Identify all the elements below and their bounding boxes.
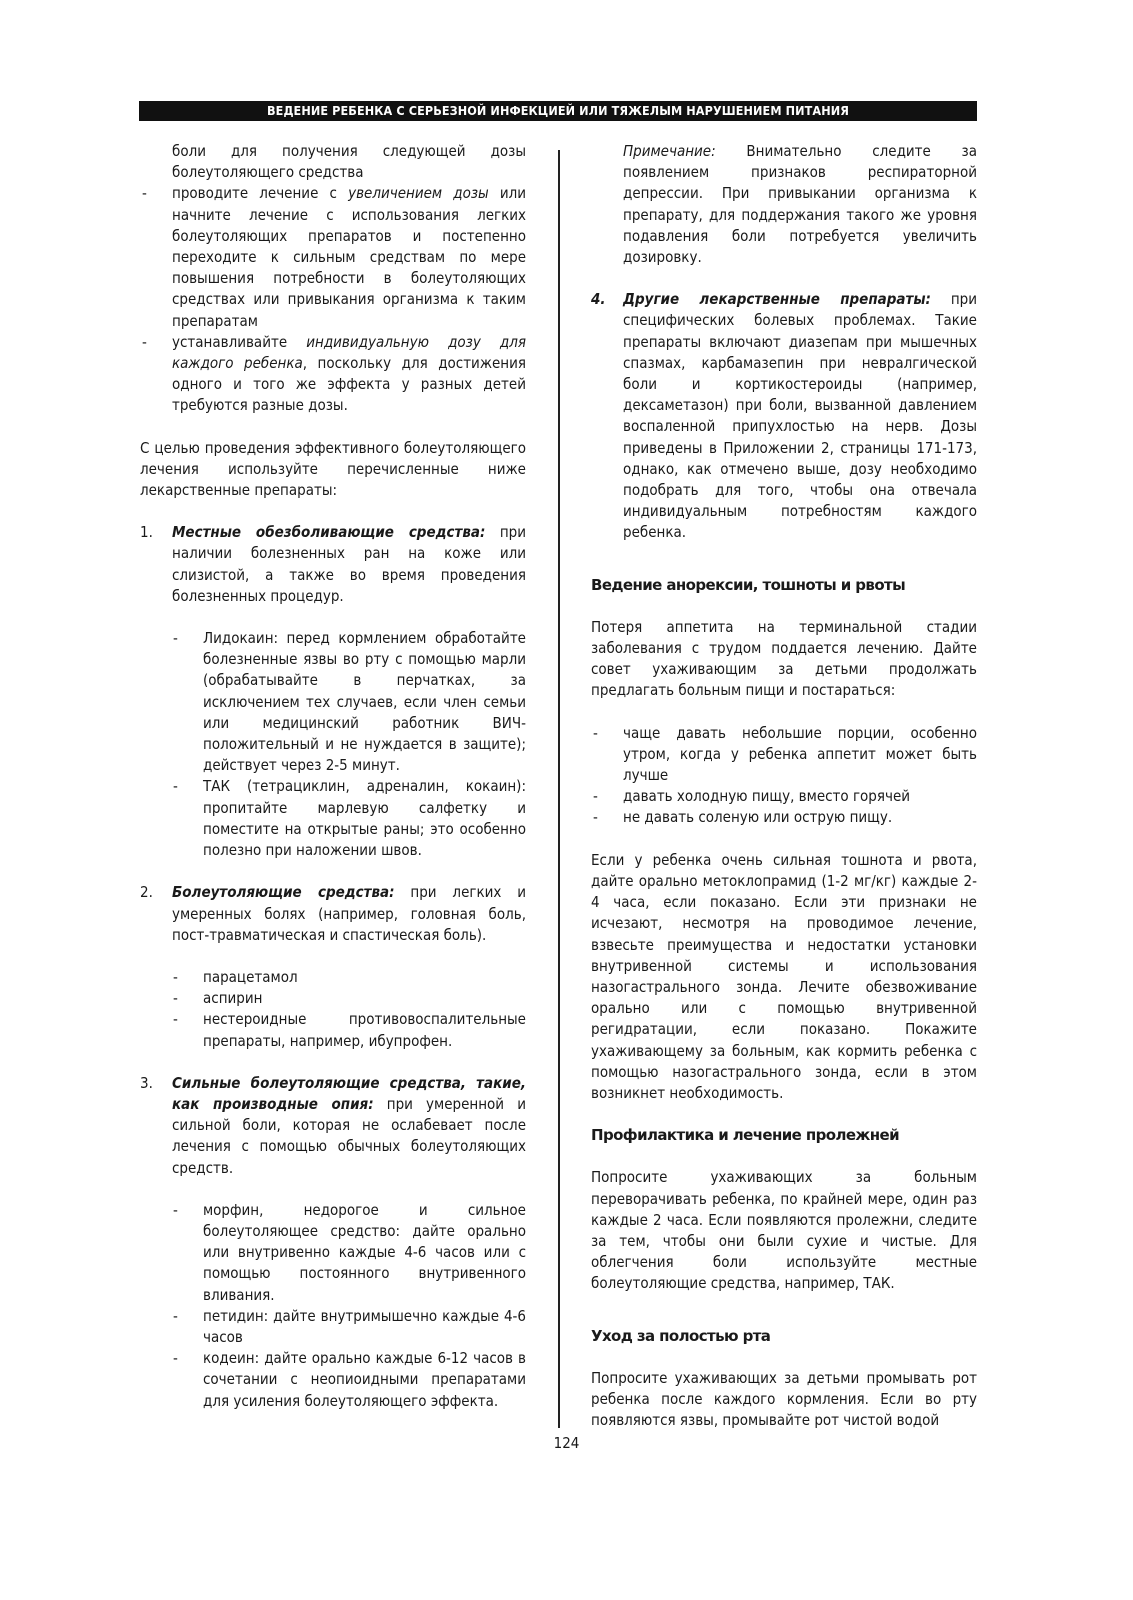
item-title: Местные обезболивающие средства: — [172, 523, 486, 542]
sub-bullet-pethidine: - петидин: дайте внутримышечно каждые 4-6 часов — [140, 1306, 526, 1348]
section-heading-bedsores: Профилактика и лечение пролежней — [591, 1126, 899, 1145]
sub-bullet-paracetamol: - парацетамол — [140, 967, 526, 988]
column-divider — [558, 150, 560, 1428]
running-header: ВЕДЕНИЕ РЕБЕНКА С СЕРЬЕЗНОЙ ИНФЕКЦИЕЙ ИЛИ ТЯЖЕЛЫМ НАРУШЕНИЕМ ПИТАНИЯ — [139, 101, 977, 121]
sub-bullet-codeine: - кодеин: дайте орально каждые 6-12 часов в сочетании с неопиоидными препаратами для усиления болеутоляющего эффекта. — [140, 1348, 526, 1412]
paragraph-continuation: боли для получения следующей дозы болеутоляющего средства — [172, 142, 526, 182]
bullet-individual-dose: - устанавливайте индивидуальную дозу для каждого ребенка, поскольку для достижения одного и того же эффекта у разных детей требуются разные дозы. — [140, 332, 526, 417]
intro-paragraph: С целью проведения эффективного болеутоляющего лечения используйте перечисленные ниже лекарственные препараты: — [140, 438, 526, 500]
numbered-item-2: 2. Болеутоляющие средства: при легких и умеренных болях (например, головная боль, пост-травматическая и спастическая боль). — [140, 883, 526, 944]
sub-bullet-aspirin: - аспирин — [140, 988, 526, 1009]
numbered-item-4: 4. Другие лекарственные препараты: при специфических болевых проблемах. Такие препараты включают диазепам при мышечных спазмах, карбамазепин при невралгической боли и кортикостероиды (например, дексаметазон) при боли, вызванной давлением воспаленной припухлостью на нерв. Дозы приведены в Приложении 2, страницы 171-173, однако, как отмечено выше, дозу необходимо подобрать для того, чтобы она отвечала индивидуальным потребностям каждого ребенка. — [591, 290, 977, 542]
bullet-increase-dose: - проводите лечение с увеличением дозы или начните лечение с использования легких болеутоляющих препаратов и постепенно переходите к сильным средствам по мере повышения потребности в болеутоляющих средствах или привыкания организма к таким препаратам — [140, 183, 526, 331]
item-number: 4. — [591, 290, 606, 309]
paragraph-oral-care: Попросите ухаживающих за детьми промывать рот ребенка после каждого кормления. Если во рту появляются язвы, промывайте рот чистой водой — [591, 1368, 977, 1430]
numbered-item-1: 1. Местные обезболивающие средства: при наличии болезненных ран на коже или слизистой, а также во время проведения болезненных процедур. — [140, 523, 526, 605]
bullet-small-portions: - чаще давать небольшие порции, особенно утром, когда у ребенка аппетит может быть лучше — [591, 723, 977, 787]
item-title: Сильные болеутоляющие средства, такие, как производные опия: — [172, 1073, 526, 1113]
left-column — [140, 141, 526, 1412]
section-heading-oral-care: Уход за полостью рта — [591, 1326, 771, 1345]
section-heading-anorexia: Ведение анорексии, тошноты и рвоты — [591, 575, 906, 594]
bullet-no-salty: - не давать соленую или острую пищу. — [591, 807, 977, 828]
paragraph-nausea: Если у ребенка очень сильная тошнота и рвота, дайте орально метоклопрамид (1-2 мг/кг) каждые 2-4 часа, если показано. Если эти признаки не исчезают, несмотря на проводимое лечение, взвесьте преимущества и недостатки установки внутривенной системы и использования назогастрального зонда. Лечите обезвоживание орально или с помощью внутривенной регидратации, если показано. Покажите ухаживающему за больным, как кормить ребенка с помощью назогастрального зонда, если в этом возникнет необходимость. — [591, 850, 977, 1102]
item-number: 2. — [140, 883, 153, 902]
sub-bullet-nsaid: - нестероидные противовоспалительные препараты, например, ибупрофен. — [140, 1009, 526, 1051]
paragraph-appetite: Потеря аппетита на терминальной стадии заболевания с трудом поддается лечению. Дайте совет ухаживающим за детьми продолжать предлагать больным пищи и постараться: — [591, 617, 977, 700]
right-column — [591, 141, 977, 1431]
numbered-item-3: 3. Сильные болеутоляющие средства, такие, как производные опия: при умеренной и сильной боли, которая не ослабевает после лечения с помощью обычных болеутоляющих средств. — [140, 1073, 526, 1177]
item-title: Другие лекарственные препараты: — [623, 290, 931, 309]
item-number: 3. — [140, 1073, 153, 1092]
sub-bullet-tak: - ТАК (тетрациклин, адреналин, кокаин): пропитайте марлевую салфетку и поместите на открытые раны; это особенно полезно при наложении швов. — [140, 776, 526, 861]
item-title: Болеутоляющие средства: — [172, 883, 395, 902]
paragraph-bedsores: Попросите ухаживающих за больным переворачивать ребенка, по крайней мере, один раз каждые 2 часа. Если появляются пролежни, следите за тем, чтобы они были сухие и чистые. Для облегчения боли используйте местные болеутоляющие средства, например, ТАК. — [591, 1168, 977, 1293]
bullet-cold-food: - давать холодную пищу, вместо горячей — [591, 786, 977, 807]
note-paragraph: Примечание: Внимательно следите за появлением признаков респираторной депрессии. При привыкании организма к препарату, для поддержания такого же уровня подавления боли потребуется увеличить дозировку. — [623, 142, 977, 267]
sub-bullet-lidocaine: - Лидокаин: перед кормлением обработайте болезненные язвы во рту с помощью марли (обрабатывайте в перчатках, за исключением тех случаев, если член семьи или медицинский работник ВИЧ-положительный и не нуждается в защите); действует через 2-5 минут. — [140, 628, 526, 776]
item-number: 1. — [140, 523, 153, 542]
page-number: 124 — [553, 1434, 580, 1452]
sub-bullet-morphine: - морфин, недорогое и сильное болеутоляющее средство: дайте орально или внутривенно каждые 4-6 часов или с помощью постоянного внутривенного вливания. — [140, 1200, 526, 1306]
